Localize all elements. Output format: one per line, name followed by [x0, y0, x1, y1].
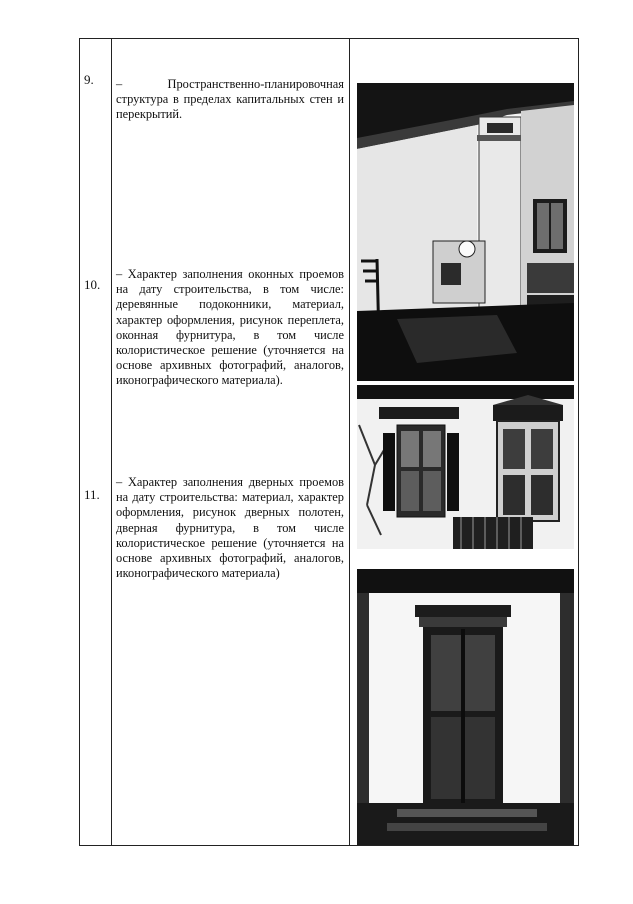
interior-room-photo	[357, 83, 574, 381]
row-number-9: 9.	[84, 72, 94, 87]
row-number-10: 10.	[84, 277, 101, 292]
door-photo	[357, 569, 574, 845]
column-divider-photo	[349, 39, 350, 845]
heritage-table	[79, 38, 579, 846]
row-description-10: – Характер заполнения оконных проемов на дату строительства, в том числе: деревянные подоконники, материал, характер оформления, рисунок переплета, оконная фурнитура, в том числе колористическое решение (уточняется на основе архивных фотографий, аналогов, иконографического материала).	[116, 267, 344, 388]
row-description-11: – Характер заполнения дверных проемов на дату строительства: материал, характер оформления, рисунок дверных полотен, дверная фурнитура, в том числе колористическое решение (уточняется на основе архивных фотографий, аналогов, иконографического материала)	[116, 475, 344, 581]
window-frames-photo	[357, 385, 574, 549]
column-divider-number	[111, 39, 112, 845]
row-number-11: 11.	[84, 487, 100, 502]
row-description-9: – Пространственно-планировочная структура в пределах капитальных стен и перекрытий.	[116, 77, 344, 122]
